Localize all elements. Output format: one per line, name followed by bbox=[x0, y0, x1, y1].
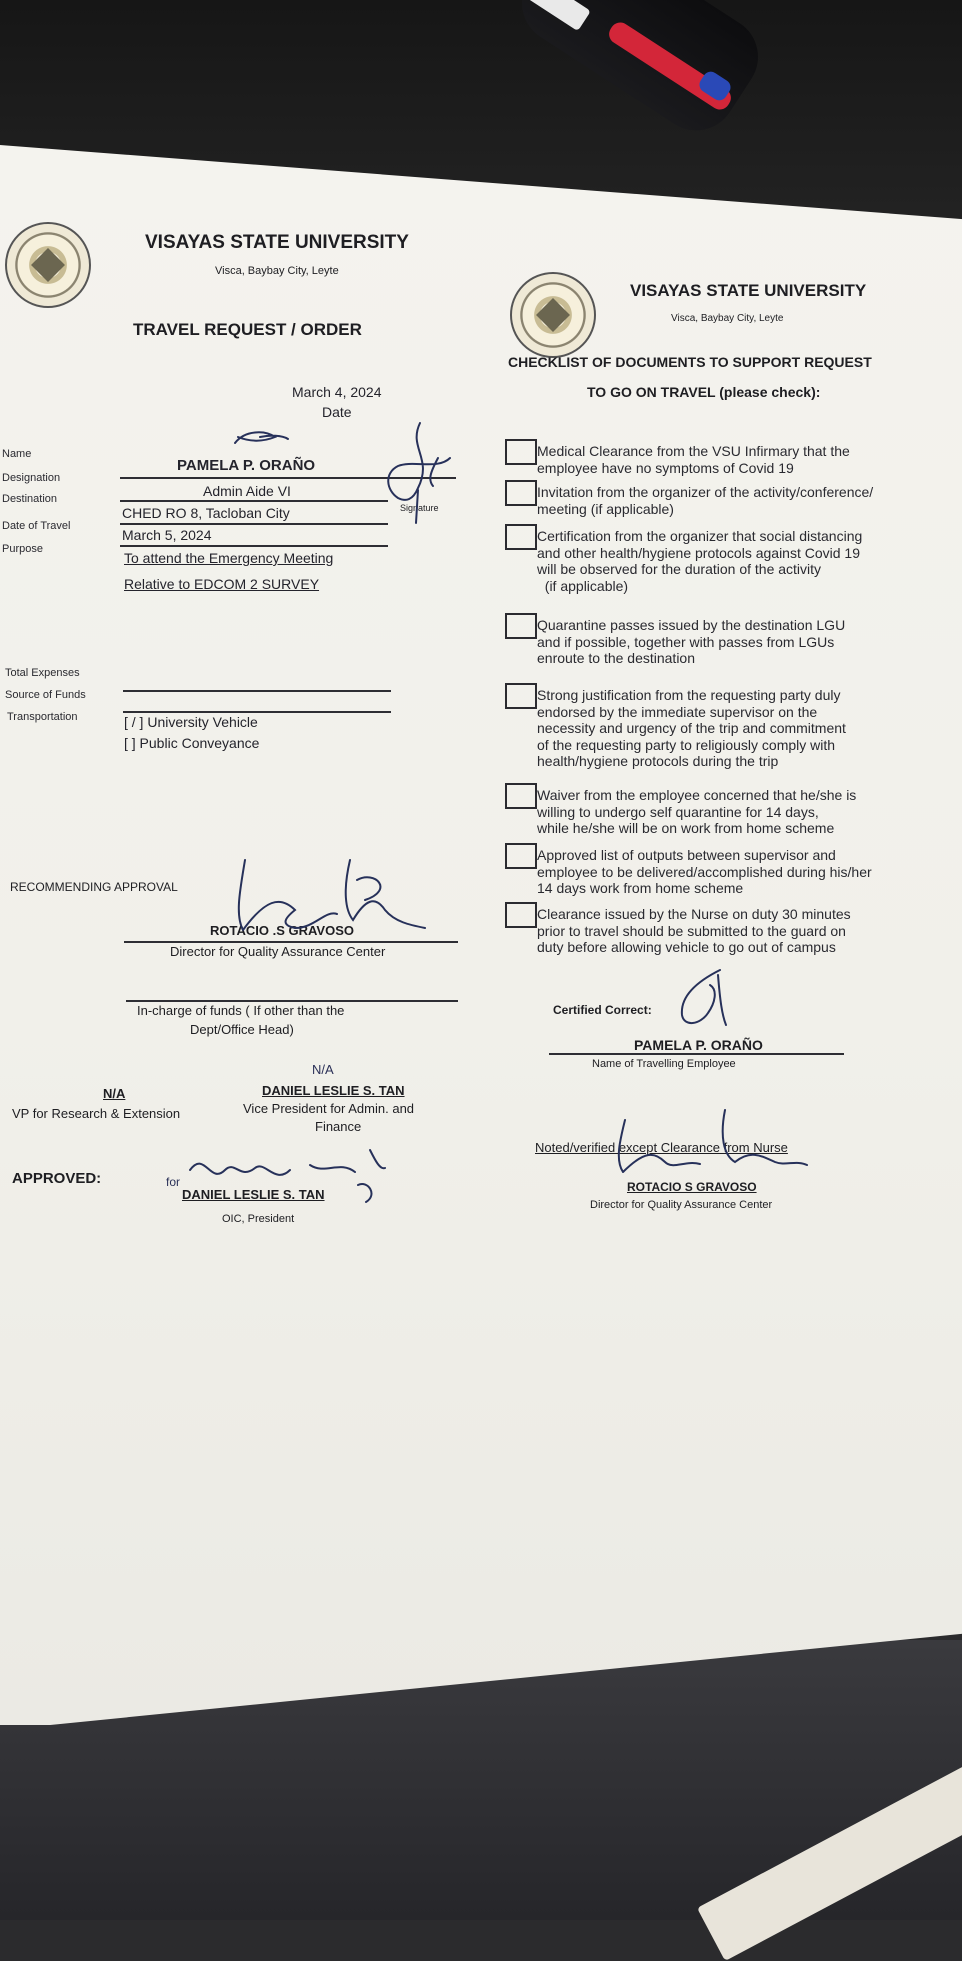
university-seal-left bbox=[5, 222, 91, 308]
university-address-right: Visca, Baybay City, Leyte bbox=[671, 313, 784, 324]
form-title-left: TRAVEL REQUEST / ORDER bbox=[133, 320, 362, 339]
checklist-checkbox-1[interactable] bbox=[505, 439, 537, 465]
field-label-name: Name bbox=[2, 448, 32, 460]
checklist-item-5: Strong justification from the requesting party duly endorsed by the immediate supervisor on the necessity and urgency of the trip and commitment of the requesting party to religiously comply with health/hygiene protocols during the trip bbox=[537, 687, 846, 769]
employee-caption: Name of Travelling Employee bbox=[592, 1058, 736, 1070]
incharge-underline bbox=[126, 1000, 458, 1002]
transport-option-university-vehicle: [ / ] University Vehicle bbox=[124, 714, 258, 730]
checklist-checkbox-2[interactable] bbox=[505, 480, 537, 506]
employee-name: PAMELA P. ORAÑO bbox=[634, 1037, 763, 1053]
signature-tan bbox=[170, 1140, 410, 1210]
field-value-name: PAMELA P. ORAÑO bbox=[177, 457, 316, 474]
transport-option-public-conveyance: [ ] Public Conveyance bbox=[124, 735, 260, 751]
checklist-item-6: Waiver from the employee concerned that he/she is willing to undergo self quarantine for 14 days, while he/she will be on work from home scheme bbox=[537, 787, 857, 836]
field-label-destination: Destination bbox=[2, 493, 58, 505]
employee-underline bbox=[549, 1053, 844, 1055]
field-label-purpose: Purpose bbox=[2, 543, 43, 555]
noter-title: Director for Quality Assurance Center bbox=[590, 1199, 773, 1211]
field-value-purpose-line1: To attend the Emergency Meeting bbox=[124, 550, 334, 566]
vp-research-title: VP for Research & Extension bbox=[12, 1106, 181, 1121]
checklist-item-8: Clearance issued by the Nurse on duty 30 minutes prior to travel should be submitted to the guard on duty before allowing vehicle to go out of campus bbox=[537, 906, 851, 955]
source-of-funds-underline bbox=[123, 711, 391, 713]
signature-certified bbox=[660, 965, 740, 1035]
checklist-item-4: Quarantine passes issued by the destination LGU and if possible, together with passes from LGUs enroute to the destination bbox=[537, 617, 846, 666]
incharge-caption-line1: In-charge of funds ( If other than the bbox=[137, 1003, 345, 1018]
source-of-funds-label: Source of Funds bbox=[5, 689, 86, 701]
checklist-title-line1: CHECKLIST OF DOCUMENTS TO SUPPORT REQUEST bbox=[508, 354, 872, 370]
approved-label: APPROVED: bbox=[12, 1170, 102, 1187]
date-of-travel-underline bbox=[120, 545, 388, 547]
noted-verified-label: Noted/verified except Clearance from Nurse bbox=[535, 1140, 788, 1155]
incharge-caption-line2: Dept/Office Head) bbox=[190, 1022, 294, 1037]
checklist-checkbox-7[interactable] bbox=[505, 843, 537, 869]
designation-underline bbox=[120, 500, 388, 502]
vp-admin-title-line2: Finance bbox=[315, 1119, 362, 1134]
initial-scribble bbox=[230, 425, 290, 455]
field-value-designation: Admin Aide VI bbox=[203, 483, 291, 499]
checklist-checkbox-4[interactable] bbox=[505, 613, 537, 639]
checklist-checkbox-8[interactable] bbox=[505, 902, 537, 928]
total-expenses-label: Total Expenses bbox=[5, 667, 80, 679]
request-date: March 4, 2024 bbox=[292, 384, 382, 400]
president-title: OIC, President bbox=[222, 1213, 295, 1225]
checklist-item-2: Invitation from the organizer of the activity/conference/ meeting (if applicable) bbox=[537, 484, 874, 517]
checklist-checkbox-5[interactable] bbox=[505, 683, 537, 709]
checklist-item-1: Medical Clearance from the VSU Infirmary that the employee have no symptoms of Covid 19 bbox=[537, 443, 850, 476]
field-value-destination: CHED RO 8, Tacloban City bbox=[122, 505, 290, 521]
for-annotation: for bbox=[166, 1175, 181, 1189]
checklist-item-3: Certification from the organizer that social distancing and other health/hygiene protocols against Covid 19 will be observed for the duration of the activity (if applicable) bbox=[537, 528, 863, 594]
university-seal-right bbox=[510, 272, 596, 358]
vp-research-value: N/A bbox=[103, 1086, 126, 1101]
signature-label: Signature bbox=[400, 503, 439, 513]
field-label-date-of-travel: Date of Travel bbox=[2, 520, 71, 532]
checklist-checkbox-6[interactable] bbox=[505, 783, 537, 809]
destination-underline bbox=[120, 523, 388, 525]
vp-admin-name: DANIEL LESLIE S. TAN bbox=[262, 1083, 405, 1098]
checklist-title-line2: TO GO ON TRAVEL (please check): bbox=[587, 384, 821, 400]
university-name-right: VISAYAS STATE UNIVERSITY bbox=[630, 281, 867, 300]
recommender-name: ROTACIO .S GRAVOSO bbox=[210, 923, 354, 938]
university-address-left: Visca, Baybay City, Leyte bbox=[215, 265, 339, 277]
recommending-approval-label: RECOMMENDING APPROVAL bbox=[10, 880, 178, 894]
field-value-purpose-line2: Relative to EDCOM 2 SURVEY bbox=[124, 576, 320, 592]
checklist-item-7: Approved list of outputs between supervisor and employee to be delivered/accomplished during his/her 14 days work from home scheme bbox=[537, 847, 872, 896]
vp-admin-title-line1: Vice President for Admin. and bbox=[243, 1101, 415, 1116]
total-expenses-underline bbox=[123, 690, 391, 692]
vp-admin-na-annotation: N/A bbox=[312, 1062, 334, 1077]
signature-gravoso bbox=[225, 840, 445, 940]
field-value-date-of-travel: March 5, 2024 bbox=[122, 527, 212, 543]
recommender-title: Director for Quality Assurance Center bbox=[170, 944, 386, 959]
president-name: DANIEL LESLIE S. TAN bbox=[182, 1187, 325, 1202]
noter-name: ROTACIO S GRAVOSO bbox=[627, 1180, 757, 1194]
signature-pamela bbox=[378, 418, 458, 528]
university-name-left: VISAYAS STATE UNIVERSITY bbox=[145, 232, 409, 253]
checklist-checkbox-3[interactable] bbox=[505, 524, 537, 550]
transportation-label: Transportation bbox=[7, 711, 78, 723]
field-label-designation: Designation bbox=[2, 472, 61, 484]
certified-correct-label: Certified Correct: bbox=[553, 1003, 652, 1017]
signature-noted bbox=[585, 1100, 815, 1180]
date-label: Date bbox=[322, 404, 352, 420]
recommender-underline bbox=[124, 941, 458, 943]
